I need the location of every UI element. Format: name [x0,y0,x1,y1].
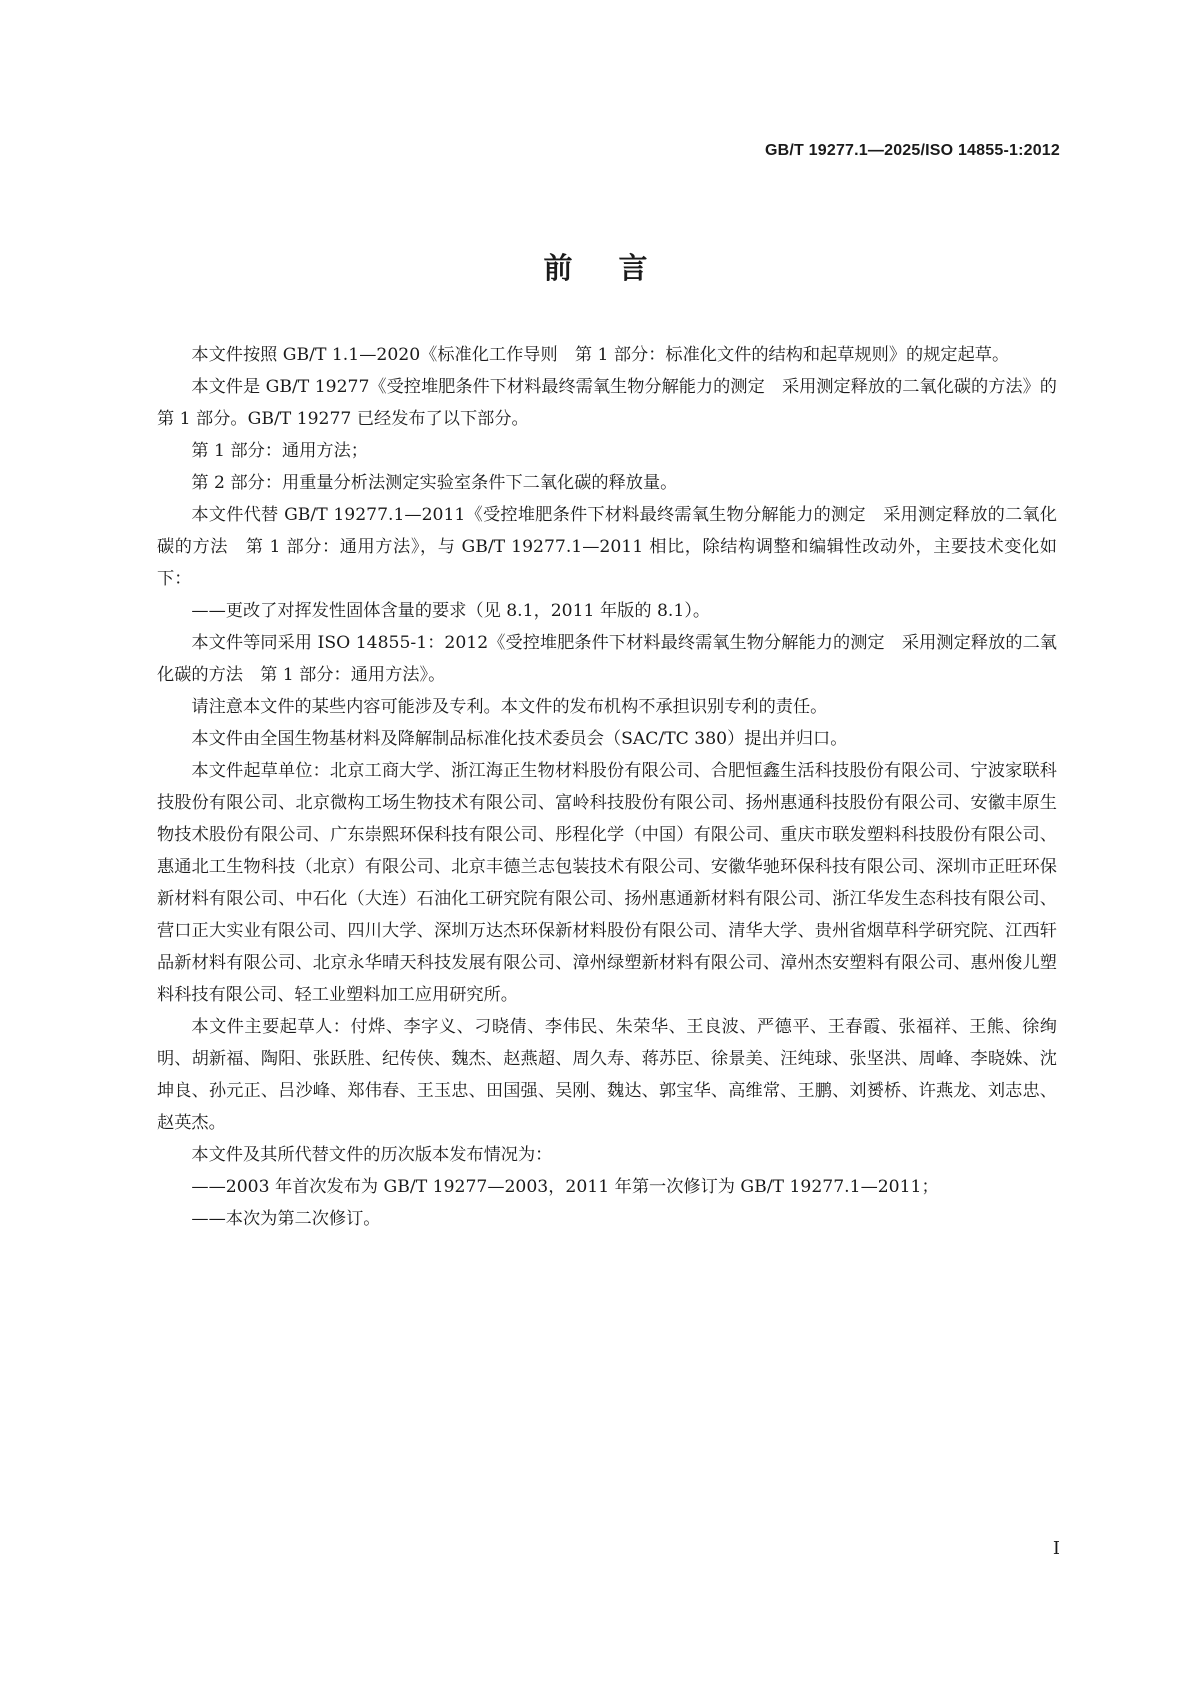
paragraph: 本文件由全国生物基材料及降解制品标准化技术委员会（SAC/TC 380）提出并归口。 [191,729,848,749]
preface-body [157,339,1057,1235]
paragraph: ——本次为第二次修订。 [191,1209,381,1229]
page-title: 前言 [543,251,694,285]
paragraph: 本文件及其所代替文件的历次版本发布情况为： [191,1145,553,1165]
paragraph: 本文件起草单位：北京工商大学、浙江海正生物材料股份有限公司、合肥恒鑫生活科技股份有限公司、宁波家联科技股份有限公司、北京微构工场生物技术有限公司、富岭科技股份有限公司、扬州惠通科技股份有限公司、安徽丰原生物技术股份有限公司、广东崇熙环保科技有限公司、彤程化学（中国）有限公司、重庆市联发塑料科技股份有限公司、惠通北工生物科技（北京）有限公司、北京丰德兰志包装技术有限公司、安徽华驰环保科技有限公司、深圳市正旺环保新材料有限公司、中石化（大连）石油化工研究院有限公司、扬州惠通新材料有限公司、浙江华发生态科技有限公司、营口正大实业有限公司、四川大学、深圳万达杰环保新材料股份有限公司、清华大学、贵州省烟草科学研究院、江西轩品新材料有限公司、北京永华晴天科技发展有限公司、漳州绿塑新材料有限公司、漳州杰安塑料有限公司、惠州俊儿塑料科技有限公司、轻工业塑料加工应用研究所。 [157,761,1057,1005]
paragraph: ——更改了对挥发性固体含量的要求（见 8.1，2011 年版的 8.1）。 [191,601,711,621]
page-number: I [1052,1538,1060,1559]
paragraph: 本文件代替 GB/T 19277.1—2011《受控堆肥条件下材料最终需氧生物分解能力的测定 采用测定释放的二氧化碳的方法 第 1 部分：通用方法》，与 GB/T 19277.1—2011 相比，除结构调整和编辑性改动外，主要技术变化如下： [157,505,1057,589]
paragraph: 请注意本文件的某些内容可能涉及专利。本文件的发布机构不承担识别专利的责任。 [191,697,828,717]
paragraph: 本文件等同采用 ISO 14855-1：2012《受控堆肥条件下材料最终需氧生物分解能力的测定 采用测定释放的二氧化碳的方法 第 1 部分：通用方法》。 [157,633,1057,685]
paragraph: 本文件主要起草人：付烨、李字义、刁晓倩、李伟民、朱荣华、王良波、严德平、王春霞、张福祥、王熊、徐绚明、胡新福、陶阳、张跃胜、纪传侠、魏杰、赵燕超、周久寿、蒋苏臣、徐景美、汪纯球、张坚洪、周峰、李晓姝、沈坤良、孙元正、吕沙峰、郑伟春、王玉忠、田国强、吴刚、魏达、郭宝华、高维常、王鹏、刘赟桥、许燕龙、刘志忠、赵英杰。 [157,1017,1057,1133]
standard-number: GB/T 19277.1—2025/ISO 14855-1:2012 [765,142,1060,159]
paragraph: 第 2 部分：用重量分析法测定实验室条件下二氧化碳的释放量。 [191,473,678,493]
paragraph: 第 1 部分：通用方法； [191,441,368,461]
paragraph: 本文件按照 GB/T 1.1—2020《标准化工作导则 第 1 部分：标准化文件的结构和起草规则》的规定起草。 [191,345,1010,365]
paragraph: ——2003 年首次发布为 GB/T 19277—2003，2011 年第一次修订为 GB/T 19277.1—2011； [191,1177,939,1197]
paragraph: 本文件是 GB/T 19277《受控堆肥条件下材料最终需氧生物分解能力的测定 采用测定释放的二氧化碳的方法》的第 1 部分。GB/T 19277 已经发布了以下部分。 [157,377,1057,429]
